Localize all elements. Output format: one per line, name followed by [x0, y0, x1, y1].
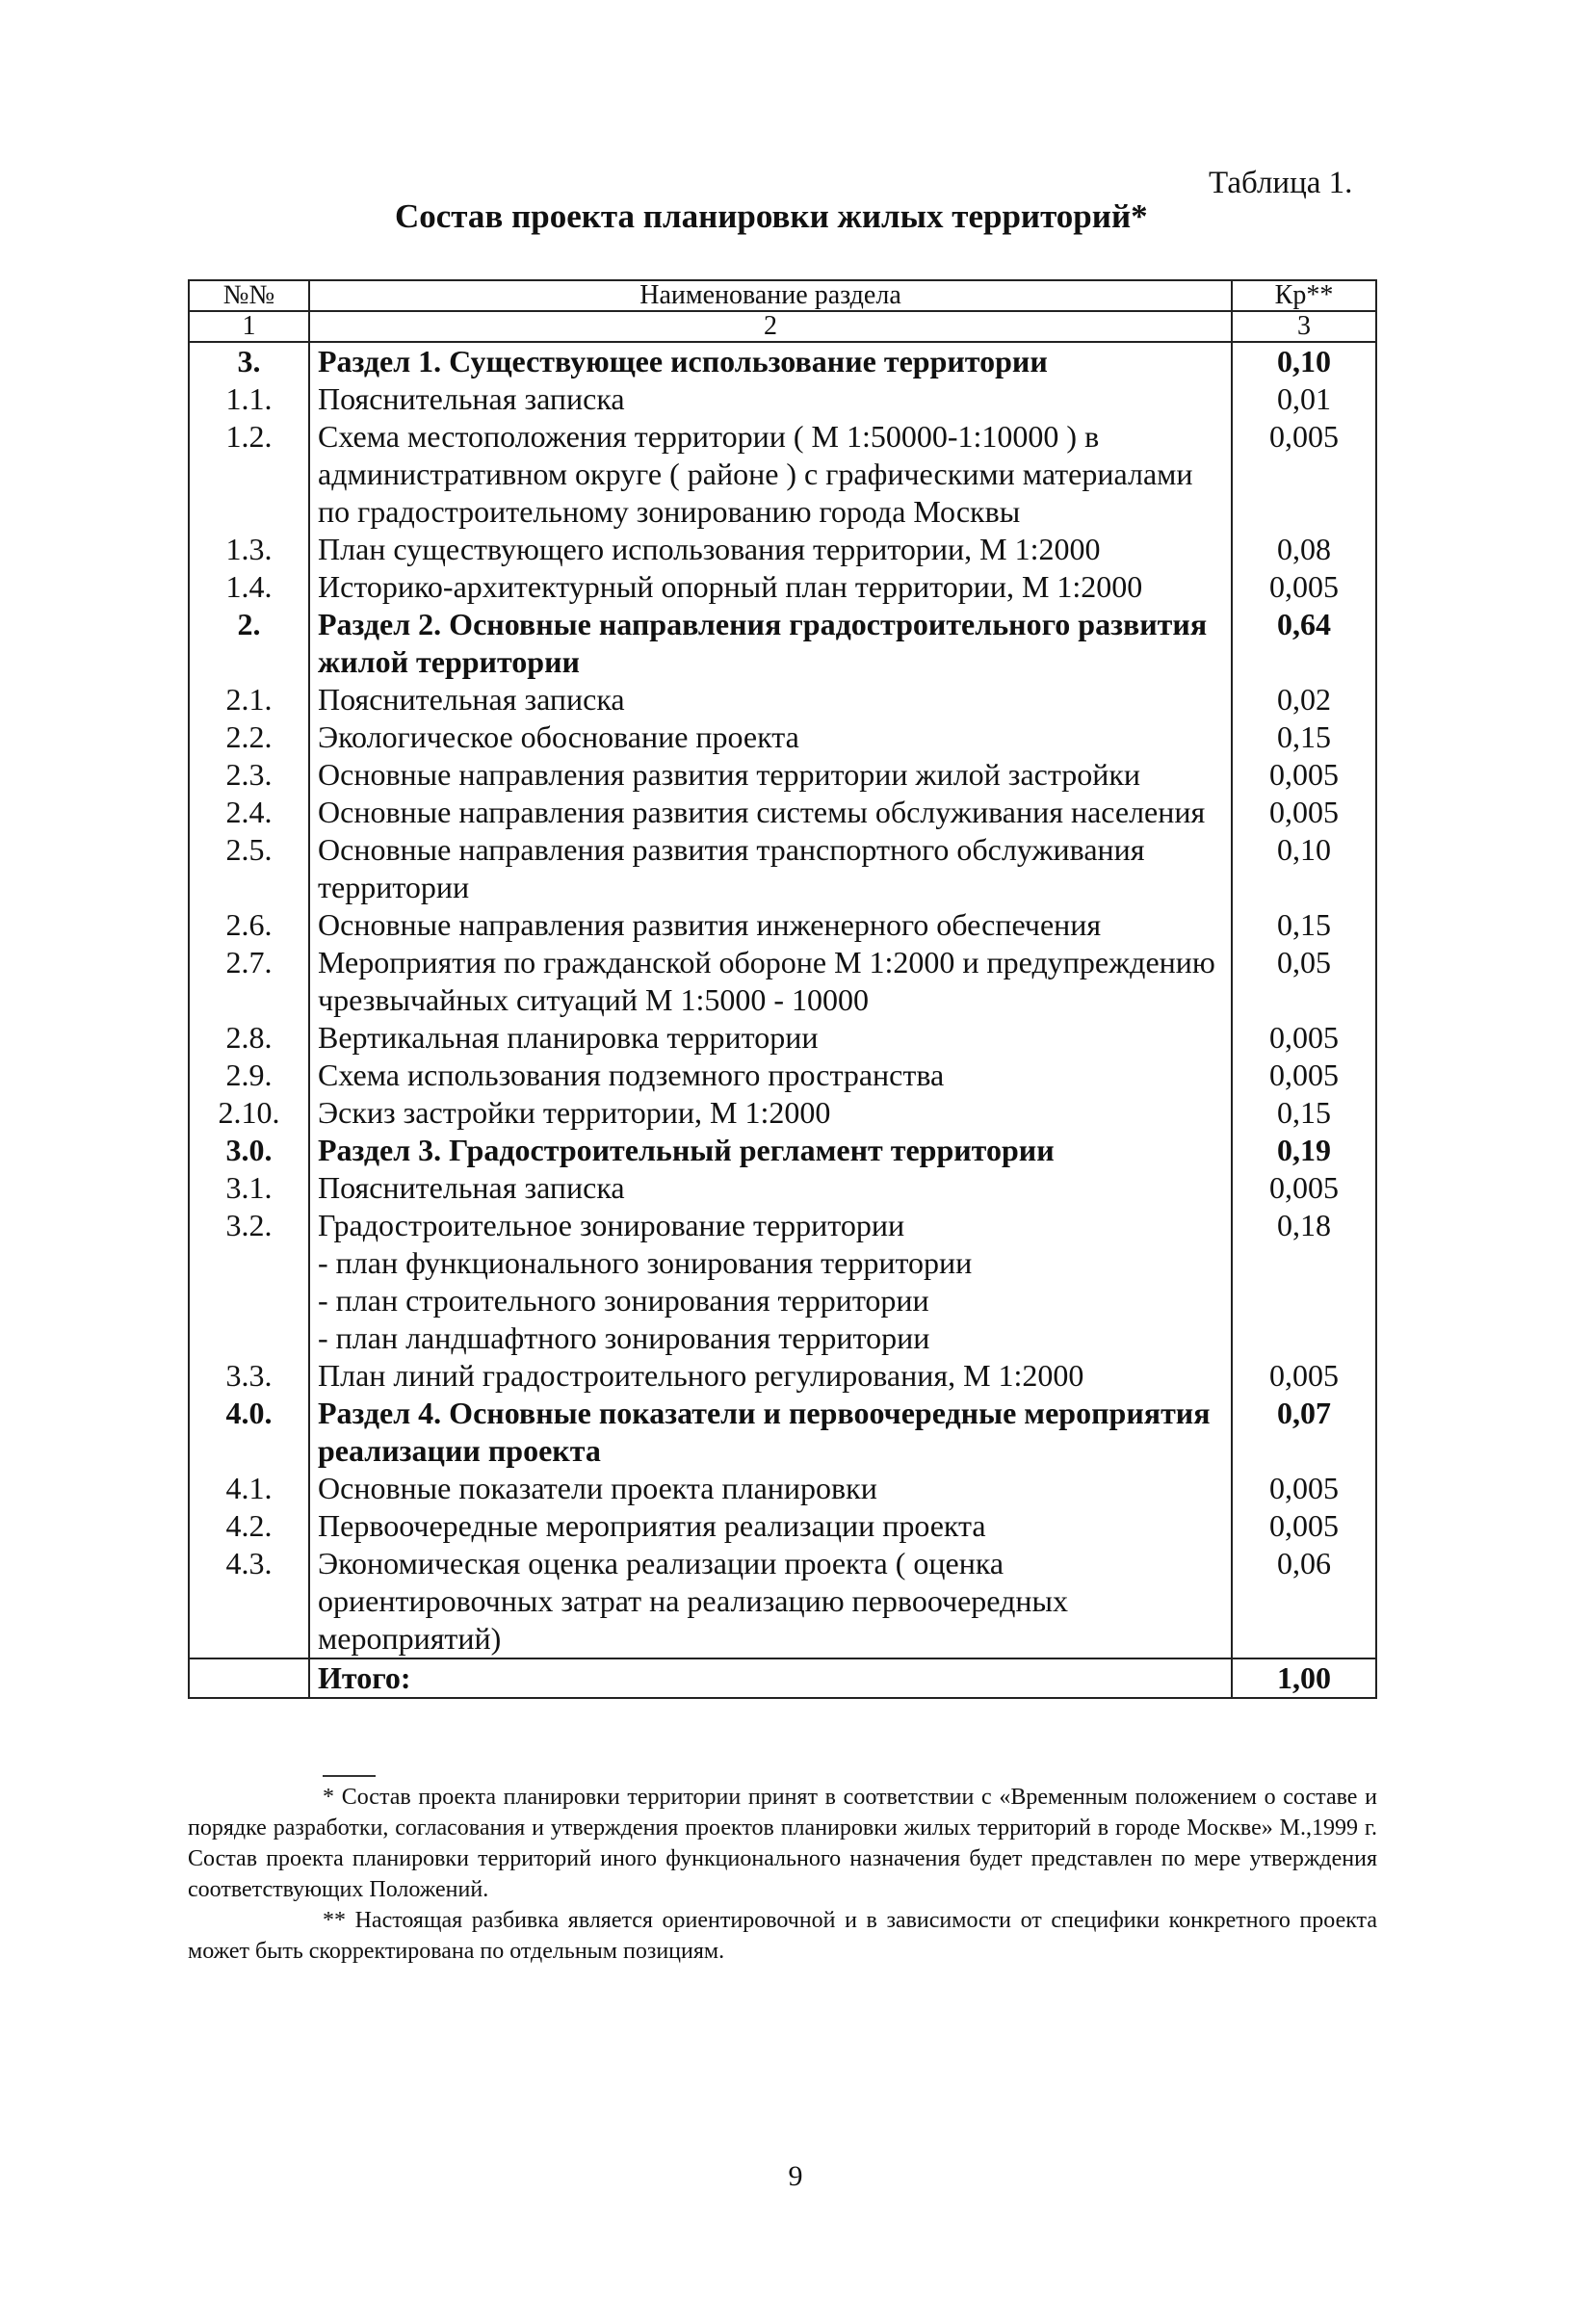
table-row [189, 756, 1376, 794]
table-row [189, 1282, 1376, 1319]
composition-table [188, 279, 1377, 1699]
index-1: 1 [189, 311, 309, 342]
row-coefficient: 0,005 [1232, 1169, 1376, 1207]
row-coefficient: 0,18 [1232, 1207, 1376, 1244]
row-name: Основные направления развития инженерного обеспечения [309, 906, 1232, 944]
row-coefficient: 0,10 [1232, 831, 1376, 906]
row-name: Первоочередные мероприятия реализации проекта [309, 1507, 1232, 1545]
row-name: Экономическая оценка реализации проекта ( оценка ориентировочных затрат на реализацию первоочередных мероприятий) [309, 1545, 1232, 1658]
table-row [189, 681, 1376, 718]
row-number: 1.3. [189, 531, 309, 568]
row-name: Основные направления развития территории жилой застройки [309, 756, 1232, 794]
row-coefficient: 0,005 [1232, 1019, 1376, 1057]
section-row [189, 1132, 1376, 1169]
row-name: Раздел 2. Основные направления градостроительного развития жилой территории [309, 606, 1232, 681]
footnote-2: ** Настоящая разбивка является ориентировочной и в зависимости от специфики конкретного проекта может быть скорректирована по отдельным позициям. [188, 1908, 1377, 1964]
row-number: 2.7. [189, 944, 309, 1019]
index-3: 3 [1232, 311, 1376, 342]
row-number: 2.3. [189, 756, 309, 794]
header-coef: Кр** [1232, 280, 1376, 311]
page-number: 9 [788, 2160, 803, 2192]
page-title: Состав проекта планировки жилых территорий* [395, 197, 1148, 235]
row-coefficient: 0,10 [1232, 342, 1376, 380]
row-name: Мероприятия по гражданской обороне М 1:2000 и предупреждению чрезвычайных ситуаций М 1:5000 - 10000 [309, 944, 1232, 1019]
total-num [189, 1658, 309, 1698]
row-coefficient: 0,15 [1232, 718, 1376, 756]
row-coefficient [1232, 1244, 1376, 1282]
row-coefficient: 0,05 [1232, 944, 1376, 1019]
row-coefficient: 0,005 [1232, 794, 1376, 831]
row-name: Основные показатели проекта планировки [309, 1470, 1232, 1507]
table-row [189, 1019, 1376, 1057]
row-coefficient: 0,02 [1232, 681, 1376, 718]
row-number: 3. [189, 342, 309, 380]
table-row [189, 794, 1376, 831]
table-row [189, 568, 1376, 606]
row-name: Пояснительная записка [309, 1169, 1232, 1207]
row-number: 2. [189, 606, 309, 681]
row-number: 2.5. [189, 831, 309, 906]
row-name: - план ландшафтного зонирования территории [309, 1319, 1232, 1357]
row-name: Историко-архитектурный опорный план территории, М 1:2000 [309, 568, 1232, 606]
row-name: Основные направления развития транспортного обслуживания территории [309, 831, 1232, 906]
row-coefficient: 0,005 [1232, 1357, 1376, 1395]
row-name: Градостроительное зонирование территории [309, 1207, 1232, 1244]
header-row [189, 280, 1376, 311]
row-name: План линий градостроительного регулирования, М 1:2000 [309, 1357, 1232, 1395]
table-row [189, 1094, 1376, 1132]
row-coefficient: 0,01 [1232, 380, 1376, 418]
row-number: 3.0. [189, 1132, 309, 1169]
row-number: 3.1. [189, 1169, 309, 1207]
table-row [189, 831, 1376, 906]
row-coefficient: 0,15 [1232, 1094, 1376, 1132]
row-coefficient: 0,64 [1232, 606, 1376, 681]
row-name: Раздел 3. Градостроительный регламент территории [309, 1132, 1232, 1169]
table-row [189, 1470, 1376, 1507]
table-row [189, 718, 1376, 756]
row-number: 2.2. [189, 718, 309, 756]
section-row [189, 342, 1376, 380]
row-number: 2.1. [189, 681, 309, 718]
section-row [189, 606, 1376, 681]
row-coefficient: 0,005 [1232, 568, 1376, 606]
table-row [189, 380, 1376, 418]
table-row [189, 1319, 1376, 1357]
row-coefficient: 0,15 [1232, 906, 1376, 944]
row-name: Экологическое обоснование проекта [309, 718, 1232, 756]
index-2: 2 [309, 311, 1232, 342]
table-row [189, 906, 1376, 944]
row-name: Раздел 1. Существующее использование территории [309, 342, 1232, 380]
row-name: План существующего использования территории, М 1:2000 [309, 531, 1232, 568]
table-body [189, 342, 1376, 1658]
table-row [189, 1507, 1376, 1545]
row-number: 1.4. [189, 568, 309, 606]
row-coefficient [1232, 1319, 1376, 1357]
table-row [189, 1057, 1376, 1094]
total-label: Итого: [309, 1658, 1232, 1698]
column-index-row [189, 311, 1376, 342]
row-coefficient: 0,19 [1232, 1132, 1376, 1169]
row-coefficient: 0,005 [1232, 756, 1376, 794]
footnote-1: * Состав проекта планировки территории принят в соответствии с «Временным положением о составе и порядке разработки, согласования и утверждения проектов планировки жилых территорий в городе Москве» М.,1999 г. Состав проекта планировки территорий иного функционального назначения будет представлен по мере утверждения соответствующих Положений. [188, 1785, 1377, 1902]
row-coefficient: 0,005 [1232, 1057, 1376, 1094]
table-row [189, 1244, 1376, 1282]
row-number: 4.1. [189, 1470, 309, 1507]
table-row [189, 944, 1376, 1019]
footnote-divider [323, 1775, 376, 1777]
row-number: 2.9. [189, 1057, 309, 1094]
header-name: Наименование раздела [309, 280, 1232, 311]
row-name: Схема местоположения территории ( М 1:50000-1:10000 ) в административном округе ( районе ) с графическими материалами по градостроительному зонированию города Москвы [309, 418, 1232, 531]
row-number: 2.4. [189, 794, 309, 831]
table-row [189, 1207, 1376, 1244]
row-coefficient: 0,07 [1232, 1395, 1376, 1470]
table-label: Таблица 1. [1209, 166, 1353, 200]
row-number [189, 1319, 309, 1357]
row-number: 2.6. [189, 906, 309, 944]
row-name: Эскиз застройки территории, М 1:2000 [309, 1094, 1232, 1132]
row-coefficient: 0,005 [1232, 418, 1376, 531]
row-number: 4.3. [189, 1545, 309, 1658]
table-row [189, 1545, 1376, 1658]
row-number: 1.2. [189, 418, 309, 531]
row-name: Пояснительная записка [309, 380, 1232, 418]
table-row [189, 531, 1376, 568]
row-number: 3.2. [189, 1207, 309, 1244]
row-coefficient [1232, 1282, 1376, 1319]
section-row [189, 1395, 1376, 1470]
row-coefficient: 0,005 [1232, 1470, 1376, 1507]
row-name: Раздел 4. Основные показатели и первоочередные мероприятия реализации проекта [309, 1395, 1232, 1470]
header-num: №№ [189, 280, 309, 311]
table-row [189, 418, 1376, 531]
row-number [189, 1282, 309, 1319]
row-name: Схема использования подземного пространства [309, 1057, 1232, 1094]
row-coefficient: 0,005 [1232, 1507, 1376, 1545]
row-name: Вертикальная планировка территории [309, 1019, 1232, 1057]
row-coefficient: 0,06 [1232, 1545, 1376, 1658]
row-number: 4.2. [189, 1507, 309, 1545]
row-name: - план функционального зонирования территории [309, 1244, 1232, 1282]
total-row [189, 1658, 1376, 1698]
row-number: 1.1. [189, 380, 309, 418]
table-row [189, 1169, 1376, 1207]
row-name: Пояснительная записка [309, 681, 1232, 718]
total-coef: 1,00 [1232, 1658, 1376, 1698]
row-coefficient: 0,08 [1232, 531, 1376, 568]
row-number [189, 1244, 309, 1282]
row-number: 3.3. [189, 1357, 309, 1395]
row-name: Основные направления развития системы обслуживания населения [309, 794, 1232, 831]
row-name: - план строительного зонирования территории [309, 1282, 1232, 1319]
row-number: 4.0. [189, 1395, 309, 1470]
row-number: 2.10. [189, 1094, 309, 1132]
table-row [189, 1357, 1376, 1395]
footnotes [188, 1782, 1377, 1967]
row-number: 2.8. [189, 1019, 309, 1057]
